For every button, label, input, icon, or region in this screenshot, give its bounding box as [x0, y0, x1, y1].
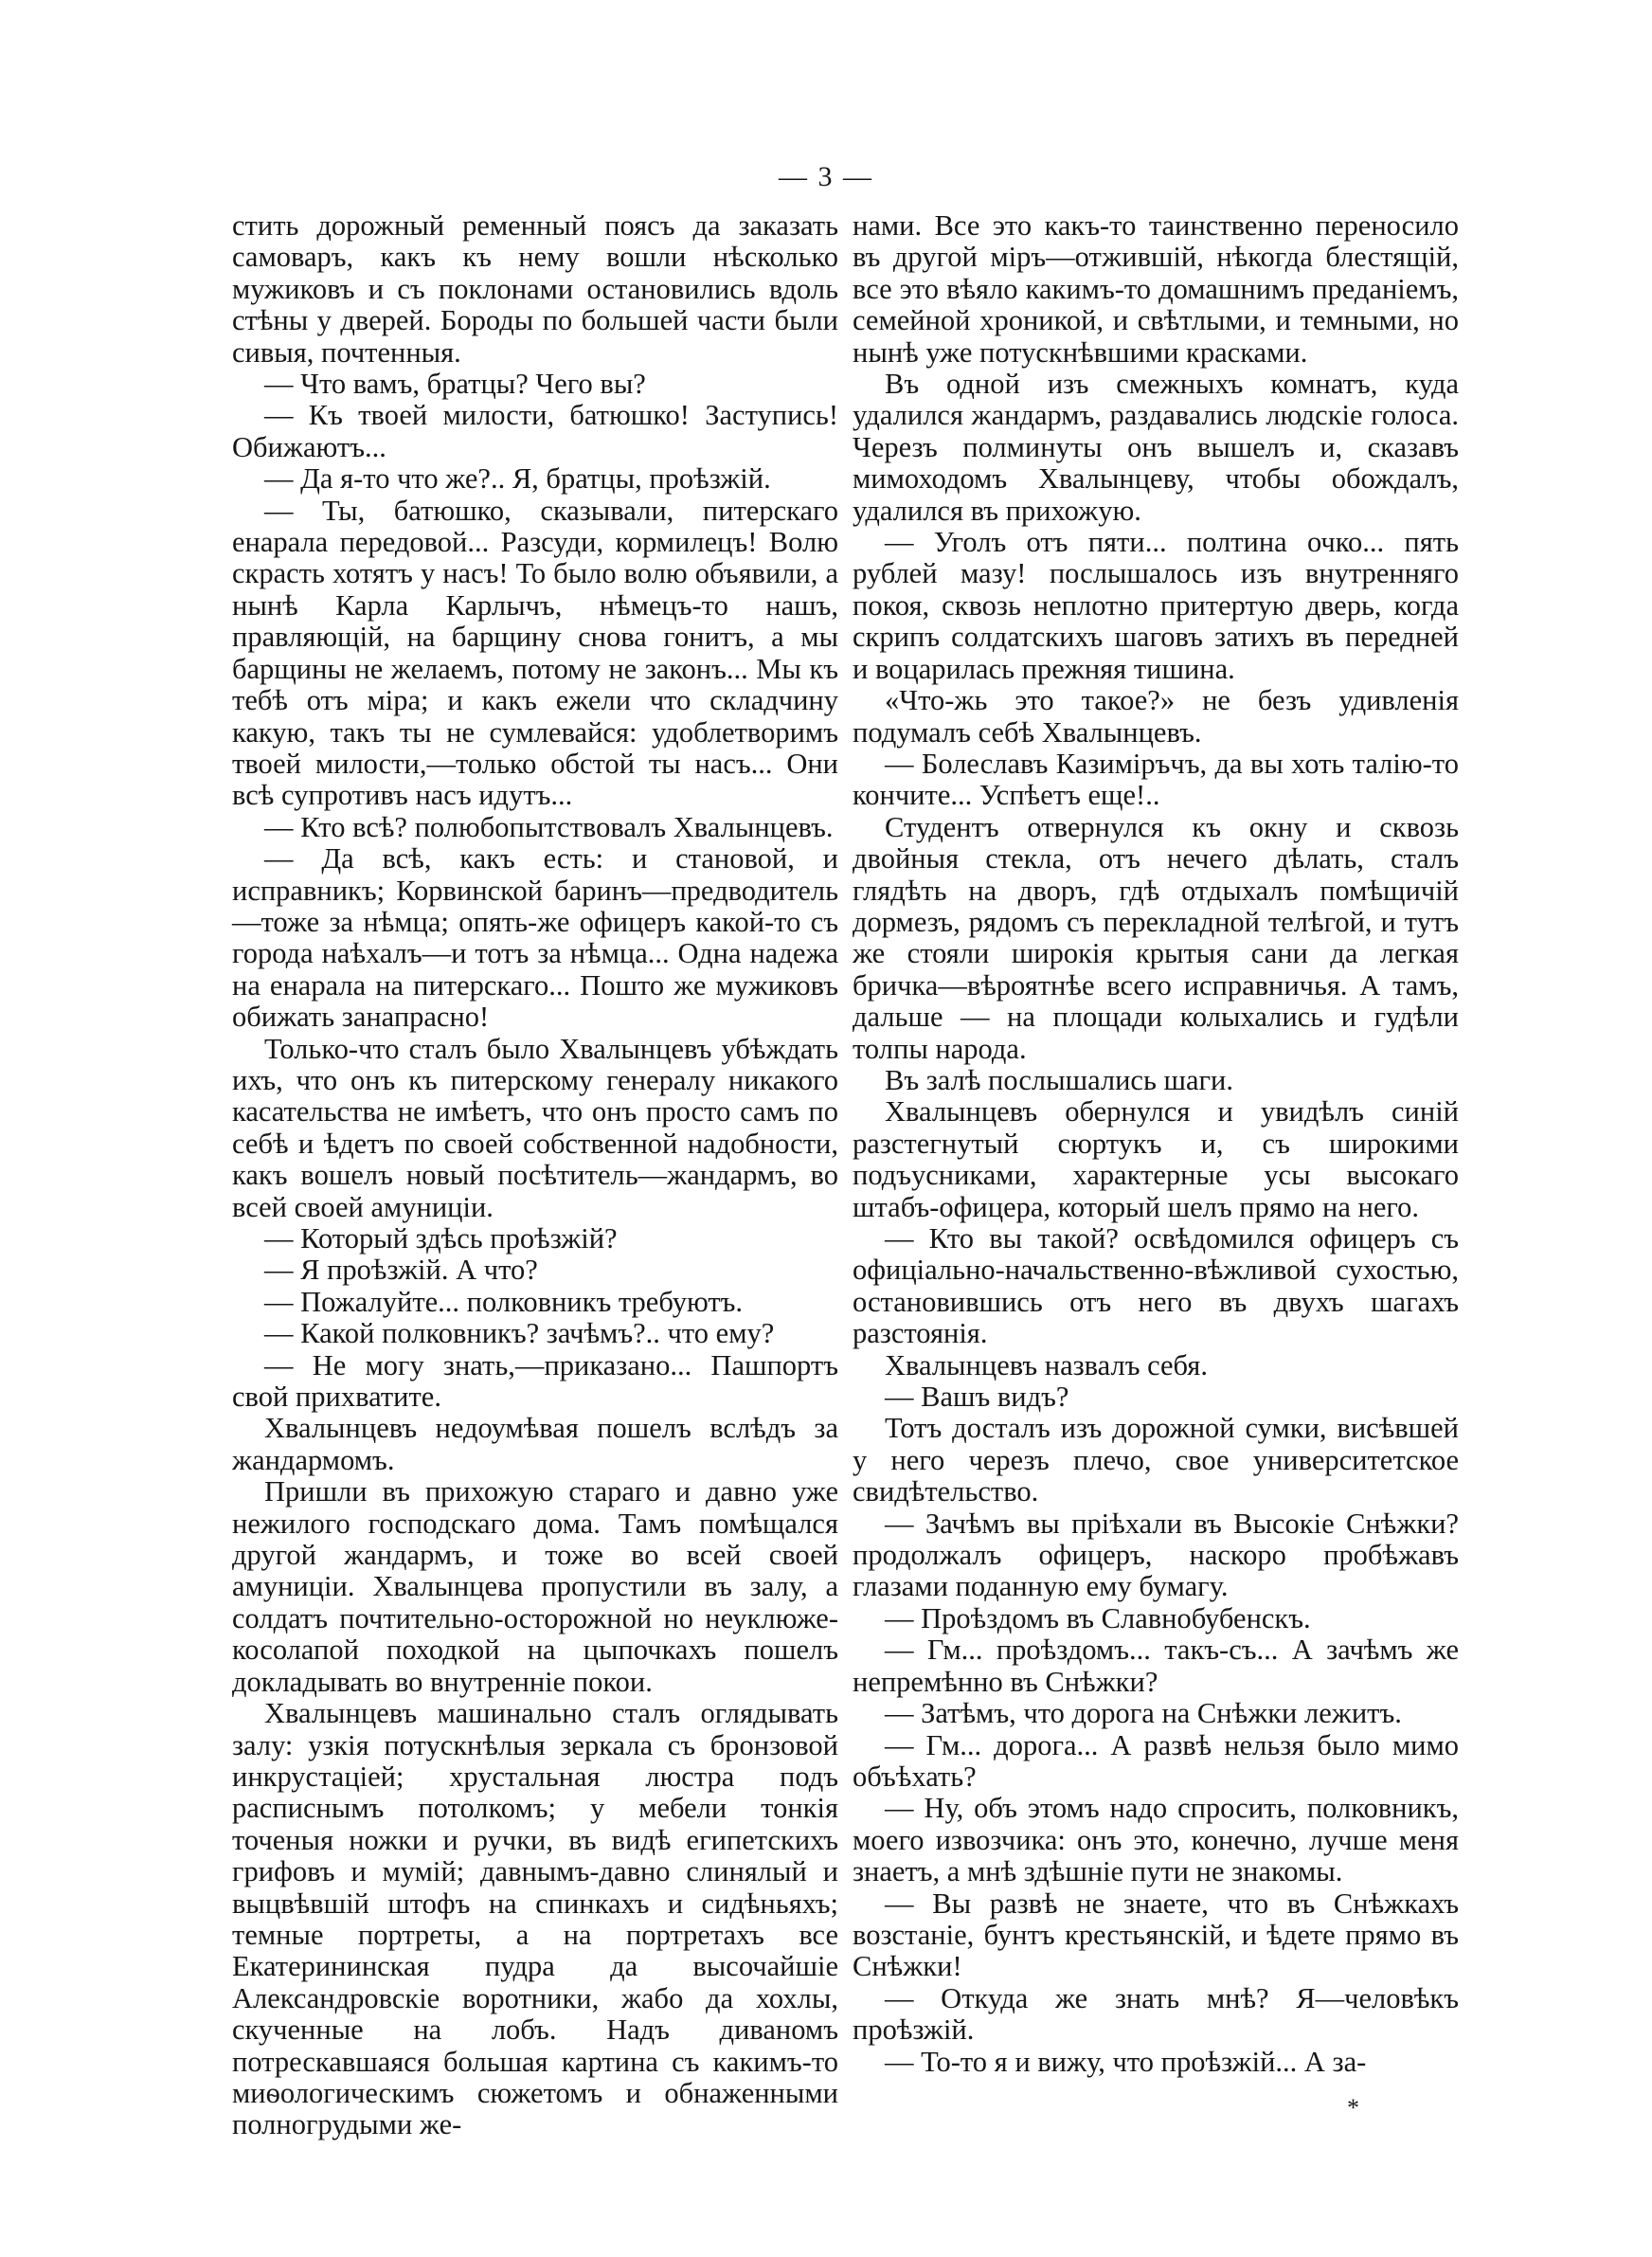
paragraph: — Вашъ видъ?	[885, 1381, 1069, 1414]
paragraph: — Гм... дорога... А развѣ нельзя было мимо объѣхать?	[853, 1728, 1459, 1793]
paragraph: — Гм... проѣздомъ... такъ-съ... А зачѣмъ же непремѣнно въ Снѣжки?	[853, 1634, 1459, 1698]
paragraph: — То-то я и вижу, что проѣзжій... А за-	[885, 2045, 1367, 2078]
paragraph: — Я проѣзжій. А что?	[264, 1254, 538, 1287]
paragraph: — Кто вы такой? освѣдомился офицеръ съ офиціально-начальственно-вѣжливой сухостью, остановившись отъ него въ двухъ шагахъ разстоянія.	[853, 1222, 1459, 1350]
paragraph: «Что-жь это такое?» не безъ удивленія подумалъ себѣ Хвалынцевъ.	[853, 684, 1459, 749]
paragraph: — Зачѣмъ вы пріѣхали въ Высокіе Снѣжки? продолжалъ офицеръ, наскоро пробѣжавъ глазами поданную ему бумагу.	[853, 1507, 1459, 1603]
paragraph: Пришли въ прихожую стараго и давно уже нежилого господскаго дома. Тамъ помѣщался другой жандармъ, и тоже во всей своей амуниціи. Хвалынцева пропустили въ залу, а солдатъ почтительно-осторожной но неуклюже-косолапой походкой на цыпочкахъ пошелъ докладывать во внутренніе покои.	[232, 1475, 838, 1698]
paragraph: Только-что сталъ было Хвалынцевъ убѣждать ихъ, что онъ къ питерскому генералу никакого касательства не имѣетъ, что онъ просто самъ по себѣ и ѣдетъ по своей собственной надобности, какъ вошелъ новый посѣтитель—жандармъ, во всей своей амуниціи.	[232, 1032, 838, 1223]
paragraph: — Проѣздомъ въ Славнобубенскъ.	[885, 1601, 1311, 1634]
paragraph: Въ залѣ послышались шаги.	[885, 1063, 1233, 1096]
left-column	[232, 210, 838, 2141]
paragraph: Хвалынцевъ обернулся и увидѣлъ синій разстегнутый сюртукъ и, съ широкими подъусниками, характерные усы высокаго штабъ-офицера, который шелъ прямо на него.	[853, 1095, 1459, 1223]
paragraph: — Затѣмъ, что дорога на Снѣжки лежитъ.	[885, 1697, 1402, 1730]
paragraph: — Вы развѣ не знаете, что въ Снѣжкахъ возстаніе, бунтъ крестьянскій, и ѣдете прямо въ Снѣжки!	[853, 1887, 1459, 1983]
paragraph: — Какой полковникъ? зачѣмъ?.. что ему?	[264, 1317, 775, 1350]
paragraph: — Откуда же знать мнѣ? Я—человѣкъ проѣзжій.	[853, 1981, 1459, 2047]
paragraph: — Къ твоей милости, батюшко! Заступись! Обижаютъ...	[232, 399, 838, 463]
paragraph: Хвалынцевъ недоумѣвая пошелъ вслѣдъ за жандармомъ.	[232, 1412, 838, 1476]
paragraph: Хвалынцевъ машинально сталъ оглядывать залу: узкія потускнѣлыя зеркала съ бронзовой инкрустаціей; хрустальная люстра подъ расписнымъ потолкомъ; у мебели тонкія точеныя ножки и ручки, въ видѣ египетскихъ грифовъ и мумій; давнымъ-давно слинялый и выцвѣвшій штофъ на спинкахъ и сидѣньяхъ; темные портреты, а на портретахъ все Екатерининская пудра да высочайшіе Александровскіе воротники, жабо да хохлы, скученные на лобъ. Надъ диваномъ потрескавшаяся большая картина съ какимъ-то миѳологическимъ сюжетомъ и обнаженными полногрудыми же-	[232, 1697, 838, 2141]
paragraph: — Да я-то что же?.. Я, братцы, проѣзжій.	[264, 462, 771, 496]
paragraph: стить дорожный ременный поясъ да заказать самоваръ, какъ къ нему вошли нѣсколько мужиковъ и съ поклонами остановились вдоль стѣны у дверей. Бороды по большей части были сивыя, почтенныя.	[232, 209, 838, 369]
footnote-mark: *	[1347, 2094, 1359, 2122]
paragraph: — Что вамъ, братцы? Чего вы?	[264, 368, 646, 401]
page-number: — 3 —	[779, 161, 873, 192]
paragraph: Хвалынцевъ назвалъ себя.	[885, 1348, 1208, 1381]
paragraph: — Кто всѣ? полюбопытствовалъ Хвалынцевъ.	[264, 810, 834, 843]
paragraph: нами. Все это какъ-то таинственно переносило въ другой міръ—отжившій, нѣкогда блестящій, все это вѣяло какимъ-то домашнимъ преданіемъ, семейной хроникой, и свѣтлыми, и темными, но нынѣ уже потускнѣвшими красками.	[853, 209, 1459, 369]
paragraph: — Не могу знать,—приказано... Пашпортъ свой прихватите.	[232, 1348, 838, 1414]
paragraph: Въ одной изъ смежныхъ комнатъ, куда удалился жандармъ, раздавались людскіе голоса. Черезъ полминуты онъ вышелъ и, сказавъ мимоходомъ Хвалынцеву, чтобы обождалъ, удалился въ прихожую.	[853, 368, 1459, 527]
paragraph: — Пожалуйте... полковникъ требуютъ.	[264, 1285, 744, 1318]
paragraph: — Уголъ отъ пяти... полтина очко... пять рублей мазу! послышалось изъ внутренняго покоя, сквозь неплотно притертую дверь, когда скрипъ солдатскихъ шаговъ затихъ въ передней и воцарилась прежняя тишина.	[853, 526, 1459, 685]
paragraph: Тотъ досталъ изъ дорожной сумки, висѣвшей у него черезъ плечо, свое университетское свидѣтельство.	[853, 1412, 1459, 1508]
paragraph: — Который здѣсь проѣзжій?	[264, 1222, 618, 1255]
paragraph: — Ну, объ этомъ надо спросить, полковникъ, моего извозчика: онъ это, конечно, лучше меня знаетъ, а мнѣ здѣшніе пути не знакомы.	[853, 1792, 1459, 1888]
right-column	[853, 210, 1459, 2078]
paragraph: — Да всѣ, какъ есть: и становой, и исправникъ; Корвинской баринъ—предводитель—тоже за нѣмца; опять-же офицеръ какой-то съ города наѣхалъ—и тотъ за нѣмца... Одна надежа на енарала на питерскаго... Пошто же мужиковъ обижать занапрасно!	[232, 842, 838, 1034]
paragraph: — Ты, батюшко, сказывали, питерскаго енарала передовой... Разсуди, кормилецъ! Волю скрасть хотятъ у насъ! То было волю объявили, а нынѣ Карла Карлычъ, нѣмецъ-то нашъ, правляющій, на барщину снова гонитъ, а мы барщины не желаемъ, потому не законъ... Мы къ тебѣ отъ міра; и какъ ежели что складчину какую, такъ ты не сумлевайся: удоблетворимъ твоей милости,—только обстой ты насъ... Они всѣ супротивъ насъ идутъ...	[232, 494, 838, 812]
paragraph: — Болеславъ Казиміръчъ, да вы хоть талію-то кончите... Успѣетъ еще!..	[853, 747, 1459, 812]
paragraph: Студентъ отвернулся къ окну и сквозь двойныя стекла, отъ нечего дѣлать, сталъ глядѣть на дворъ, гдѣ отдыхалъ помѣщичій дормезъ, рядомъ съ перекладной телѣгой, и тутъ же стояли широкія крытыя сани да легкая бричка—вѣроятнѣе всего исправничья. А тамъ, дальше — на площади колыхались и гудѣли толпы народа.	[853, 810, 1459, 1065]
